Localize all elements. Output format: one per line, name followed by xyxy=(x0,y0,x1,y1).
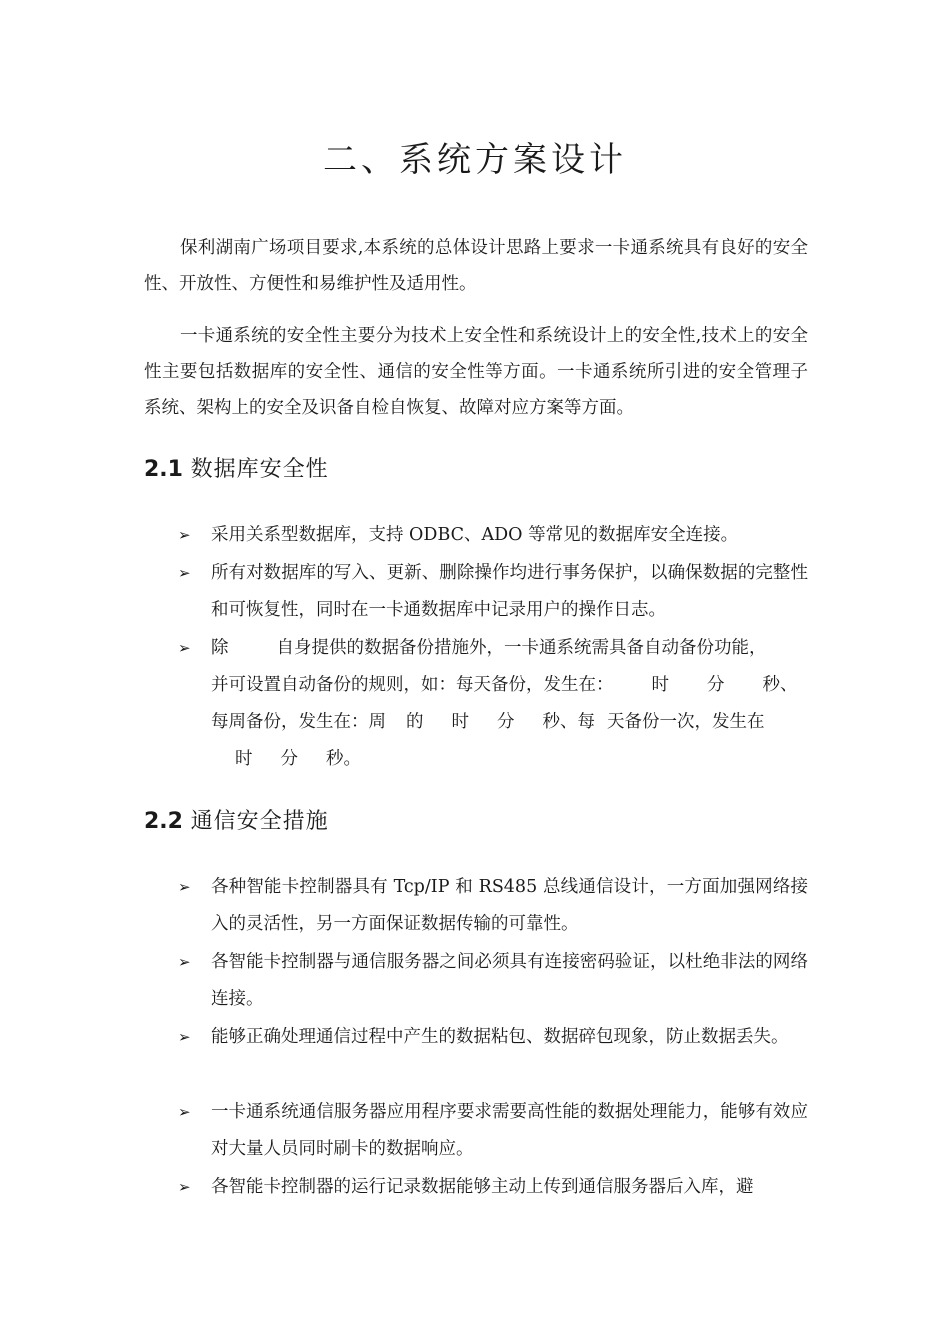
list-item-text xyxy=(211,630,808,778)
arrow-bullet-icon: ➢ xyxy=(178,1028,191,1046)
intro-paragraph-2: 一卡通系统的安全性主要分为技术上安全性和系统设计上的安全性,技术上的安全性主要包括数据库的安全性、通信的安全性等方面。一卡通系统所引进的安全管理子系统、架构上的安全及识备自检自恢复、故障对应方案等方面。 xyxy=(144,326,808,418)
text-fragment: 时 xyxy=(451,712,469,732)
arrow-bullet-icon: ➢ xyxy=(178,1103,191,1121)
arrow-bullet-icon: ➢ xyxy=(178,953,191,971)
list-item-text: 能够正确处理通信过程中产生的数据粘包、数据碎包现象，防止数据丢失。 xyxy=(211,1027,789,1047)
text-fragment: 分 xyxy=(497,712,515,732)
text-fragment: 秒、每 xyxy=(542,712,595,732)
section-number: 2.2 xyxy=(144,809,183,834)
intro-paragraph-1: 保利湖南广场项目要求,本系统的总体设计思路上要求一卡通系统具有良好的安全性、开放性、方便性和易维护性及适用性。 xyxy=(144,238,808,294)
arrow-bullet-icon: ➢ xyxy=(178,639,191,657)
arrow-bullet-icon: ➢ xyxy=(178,564,191,582)
list-item-text: 各智能卡控制器与通信服务器之间必须具有连接密码验证，以杜绝非法的网络连接。 xyxy=(211,952,808,1009)
arrow-bullet-icon: ➢ xyxy=(178,526,191,544)
text-fragment: 天备份一次，发生在 xyxy=(607,712,765,732)
section-title: 通信安全措施 xyxy=(190,809,329,834)
arrow-bullet-icon: ➢ xyxy=(178,878,191,896)
text-fragment: 分 xyxy=(280,749,298,769)
text-fragment: 的 xyxy=(406,712,424,732)
section-heading-2-1 xyxy=(144,452,329,483)
text-fragment: 秒、 xyxy=(762,675,798,695)
section-heading-2-2 xyxy=(144,804,329,835)
text-fragment: 除 xyxy=(211,638,229,658)
section-number: 2.1 xyxy=(144,457,183,482)
list-item-text: 一卡通系统通信服务器应用程序要求需要高性能的数据处理能力，能够有效应对大量人员同时刷卡的数据响应。 xyxy=(211,1102,808,1159)
text-fragment: 每周备份，发生在：周 xyxy=(211,712,386,732)
arrow-bullet-icon: ➢ xyxy=(178,1178,191,1196)
text-fragment: 分 xyxy=(707,675,725,695)
list-item-text: 各智能卡控制器的运行记录数据能够主动上传到通信服务器后入库，避 xyxy=(211,1177,754,1197)
section-title: 数据库安全性 xyxy=(190,457,329,482)
list-item-text: 所有对数据库的写入、更新、删除操作均进行事务保护，以确保数据的完整性和可恢复性，同时在一卡通数据库中记录用户的操作日志。 xyxy=(211,563,808,620)
list-item-text: 各种智能卡控制器具有 Tcp/IP 和 RS485 总线通信设计，一方面加强网络接入的灵活性，另一方面保证数据传输的可靠性。 xyxy=(211,877,808,934)
text-fragment: 自身提供的数据备份措施外，一卡通系统需具备自动备份功能， xyxy=(276,638,767,658)
text-fragment: 并可设置自动备份的规则，如：每天备份，发生在： xyxy=(211,675,614,695)
list-item-text: 采用关系型数据库，支持 ODBC、ADO 等常见的数据库安全连接。 xyxy=(211,525,739,545)
text-fragment: 秒。 xyxy=(326,749,361,769)
page-title: 二、系统方案设计 xyxy=(323,140,627,180)
text-fragment: 时 xyxy=(235,749,253,769)
text-fragment: 时 xyxy=(651,675,669,695)
